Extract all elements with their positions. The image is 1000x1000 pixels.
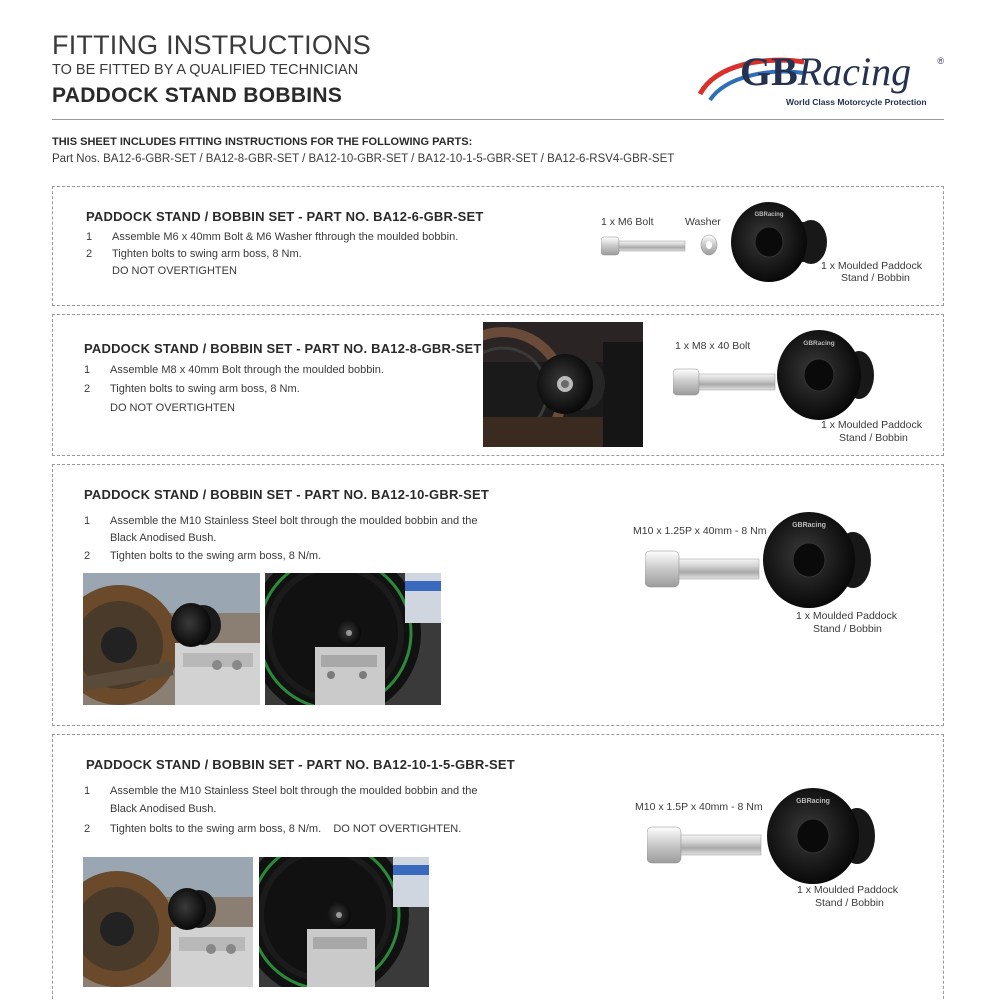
sprocket-image <box>83 857 253 987</box>
step-text: Tighten bolts to the swing arm boss, 8 N/m. <box>110 550 322 562</box>
step-number: 1 <box>84 364 91 376</box>
intro-part-numbers: Part Nos. BA12-6-GBR-SET / BA12-8-GBR-SET / BA12-10-GBR-SET / BA12-10-1-5-GBR-SET / BA12-6-RSV4-GBR-SET <box>52 153 675 165</box>
step-text: Black Anodised Bush. <box>110 803 217 815</box>
svg-text:GBRacing: GBRacing <box>754 212 784 218</box>
svg-text:GBRacing: GBRacing <box>796 798 830 805</box>
step-text: Tighten bolts to swing arm boss, 8 Nm. <box>112 248 302 260</box>
swingarm-image <box>265 573 441 705</box>
bobbin-icon <box>765 787 877 885</box>
section-ba12-8 <box>52 314 944 456</box>
step-number: 1 <box>84 515 91 527</box>
step-number: 2 <box>84 823 91 835</box>
swingarm-photo <box>265 573 441 705</box>
bobbin-label-line-1: 1 x Moulded Paddock <box>797 884 898 896</box>
step-text: Assemble M6 x 40mm Bolt & M6 Washer fthrough the moulded bobbin. <box>112 231 459 243</box>
logo-wordmark <box>740 48 911 95</box>
bobbin-label-line-1: 1 x Moulded Paddock <box>821 419 922 431</box>
step-text: Assemble M8 x 40mm Bolt through the moulded bobbin. <box>110 364 384 376</box>
svg-text:GBRacing: GBRacing <box>803 340 835 347</box>
swingarm-photo <box>259 857 429 987</box>
m10-bolt-icon <box>645 549 761 589</box>
section-title: PADDOCK STAND / BOBBIN SET - PART NO. BA12-10-GBR-SET <box>84 487 489 502</box>
warning-note: DO NOT OVERTIGHTEN <box>110 402 235 414</box>
section-title: PADDOCK STAND / BOBBIN SET - PART NO. BA12-8-GBR-SET <box>84 341 482 356</box>
bolt-label: M10 x 1.25P x 40mm - 8 Nm <box>633 525 767 537</box>
page-heading: PADDOCK STAND BOBBINS <box>52 84 343 107</box>
bobbin-label-line-2: Stand / Bobbin <box>841 272 910 284</box>
washer-icon <box>699 233 719 257</box>
step-number: 1 <box>84 785 91 797</box>
step-number: 2 <box>84 383 91 395</box>
logo-racing: Racing <box>797 49 912 94</box>
step-number: 1 <box>86 231 93 243</box>
bobbin-label-line-2: Stand / Bobbin <box>813 623 882 635</box>
m8-bolt-icon <box>673 367 777 397</box>
bolt-label: 1 x M6 Bolt <box>601 216 654 228</box>
page-subtitle: TO BE FITTED BY A QUALIFIED TECHNICIAN <box>52 62 359 78</box>
swingarm-image <box>259 857 429 987</box>
step-text: Tighten bolts to the swing arm boss, 8 N/m. DO NOT OVERTIGHTEN. <box>110 823 462 835</box>
section-ba12-6 <box>52 186 944 306</box>
step-number: 2 <box>84 550 91 562</box>
fitted-bobbin-image <box>483 322 643 447</box>
gbracing-logo <box>696 48 944 110</box>
bobbin-icon <box>729 202 829 284</box>
section-ba12-10-1-5 <box>52 734 944 1000</box>
m10-bolt-icon <box>647 825 763 865</box>
section-title: PADDOCK STAND / BOBBIN SET - PART NO. BA12-10-1-5-GBR-SET <box>86 757 515 772</box>
step-text: Black Anodised Bush. <box>110 532 217 544</box>
m6-bolt-icon <box>601 235 687 257</box>
sprocket-image <box>83 573 260 705</box>
warning-note: DO NOT OVERTIGHTEN <box>112 265 237 277</box>
section-ba12-10 <box>52 464 944 726</box>
svg-text:GBRacing: GBRacing <box>792 522 826 529</box>
step-text: Assemble the M10 Stainless Steel bolt through the moulded bobbin and the <box>110 785 478 797</box>
washer-label: Washer <box>685 216 721 228</box>
sprocket-photo <box>83 857 253 987</box>
logo-registered: ® <box>937 56 944 66</box>
section-title: PADDOCK STAND / BOBBIN SET - PART NO. BA12-6-GBR-SET <box>86 209 484 224</box>
logo-gb: GB <box>740 49 798 94</box>
bobbin-icon <box>761 511 873 609</box>
bolt-label: 1 x M8 x 40 Bolt <box>675 340 751 352</box>
step-text: Tighten bolts to swing arm boss, 8 Nm. <box>110 383 300 395</box>
bobbin-icon <box>775 329 875 421</box>
intro-heading: THIS SHEET INCLUDES FITTING INSTRUCTIONS FOR THE FOLLOWING PARTS: <box>52 136 473 148</box>
intro-block <box>52 136 674 165</box>
bolt-label: M10 x 1.5P x 40mm - 8 Nm <box>635 801 763 813</box>
bobbin-label-line-2: Stand / Bobbin <box>839 432 908 444</box>
bobbin-label-line-1: 1 x Moulded Paddock <box>821 260 922 272</box>
step-text: Assemble the M10 Stainless Steel bolt through the moulded bobbin and the <box>110 515 478 527</box>
sprocket-photo <box>83 573 260 705</box>
bobbin-label-line-2: Stand / Bobbin <box>815 897 884 909</box>
logo-tagline: World Class Motorcycle Protection <box>786 97 927 107</box>
fitted-bobbin-photo <box>483 322 643 447</box>
page-title: FITTING INSTRUCTIONS <box>52 30 371 60</box>
document-header <box>52 28 944 120</box>
bobbin-label-line-1: 1 x Moulded Paddock <box>796 610 897 622</box>
step-number: 2 <box>86 248 93 260</box>
